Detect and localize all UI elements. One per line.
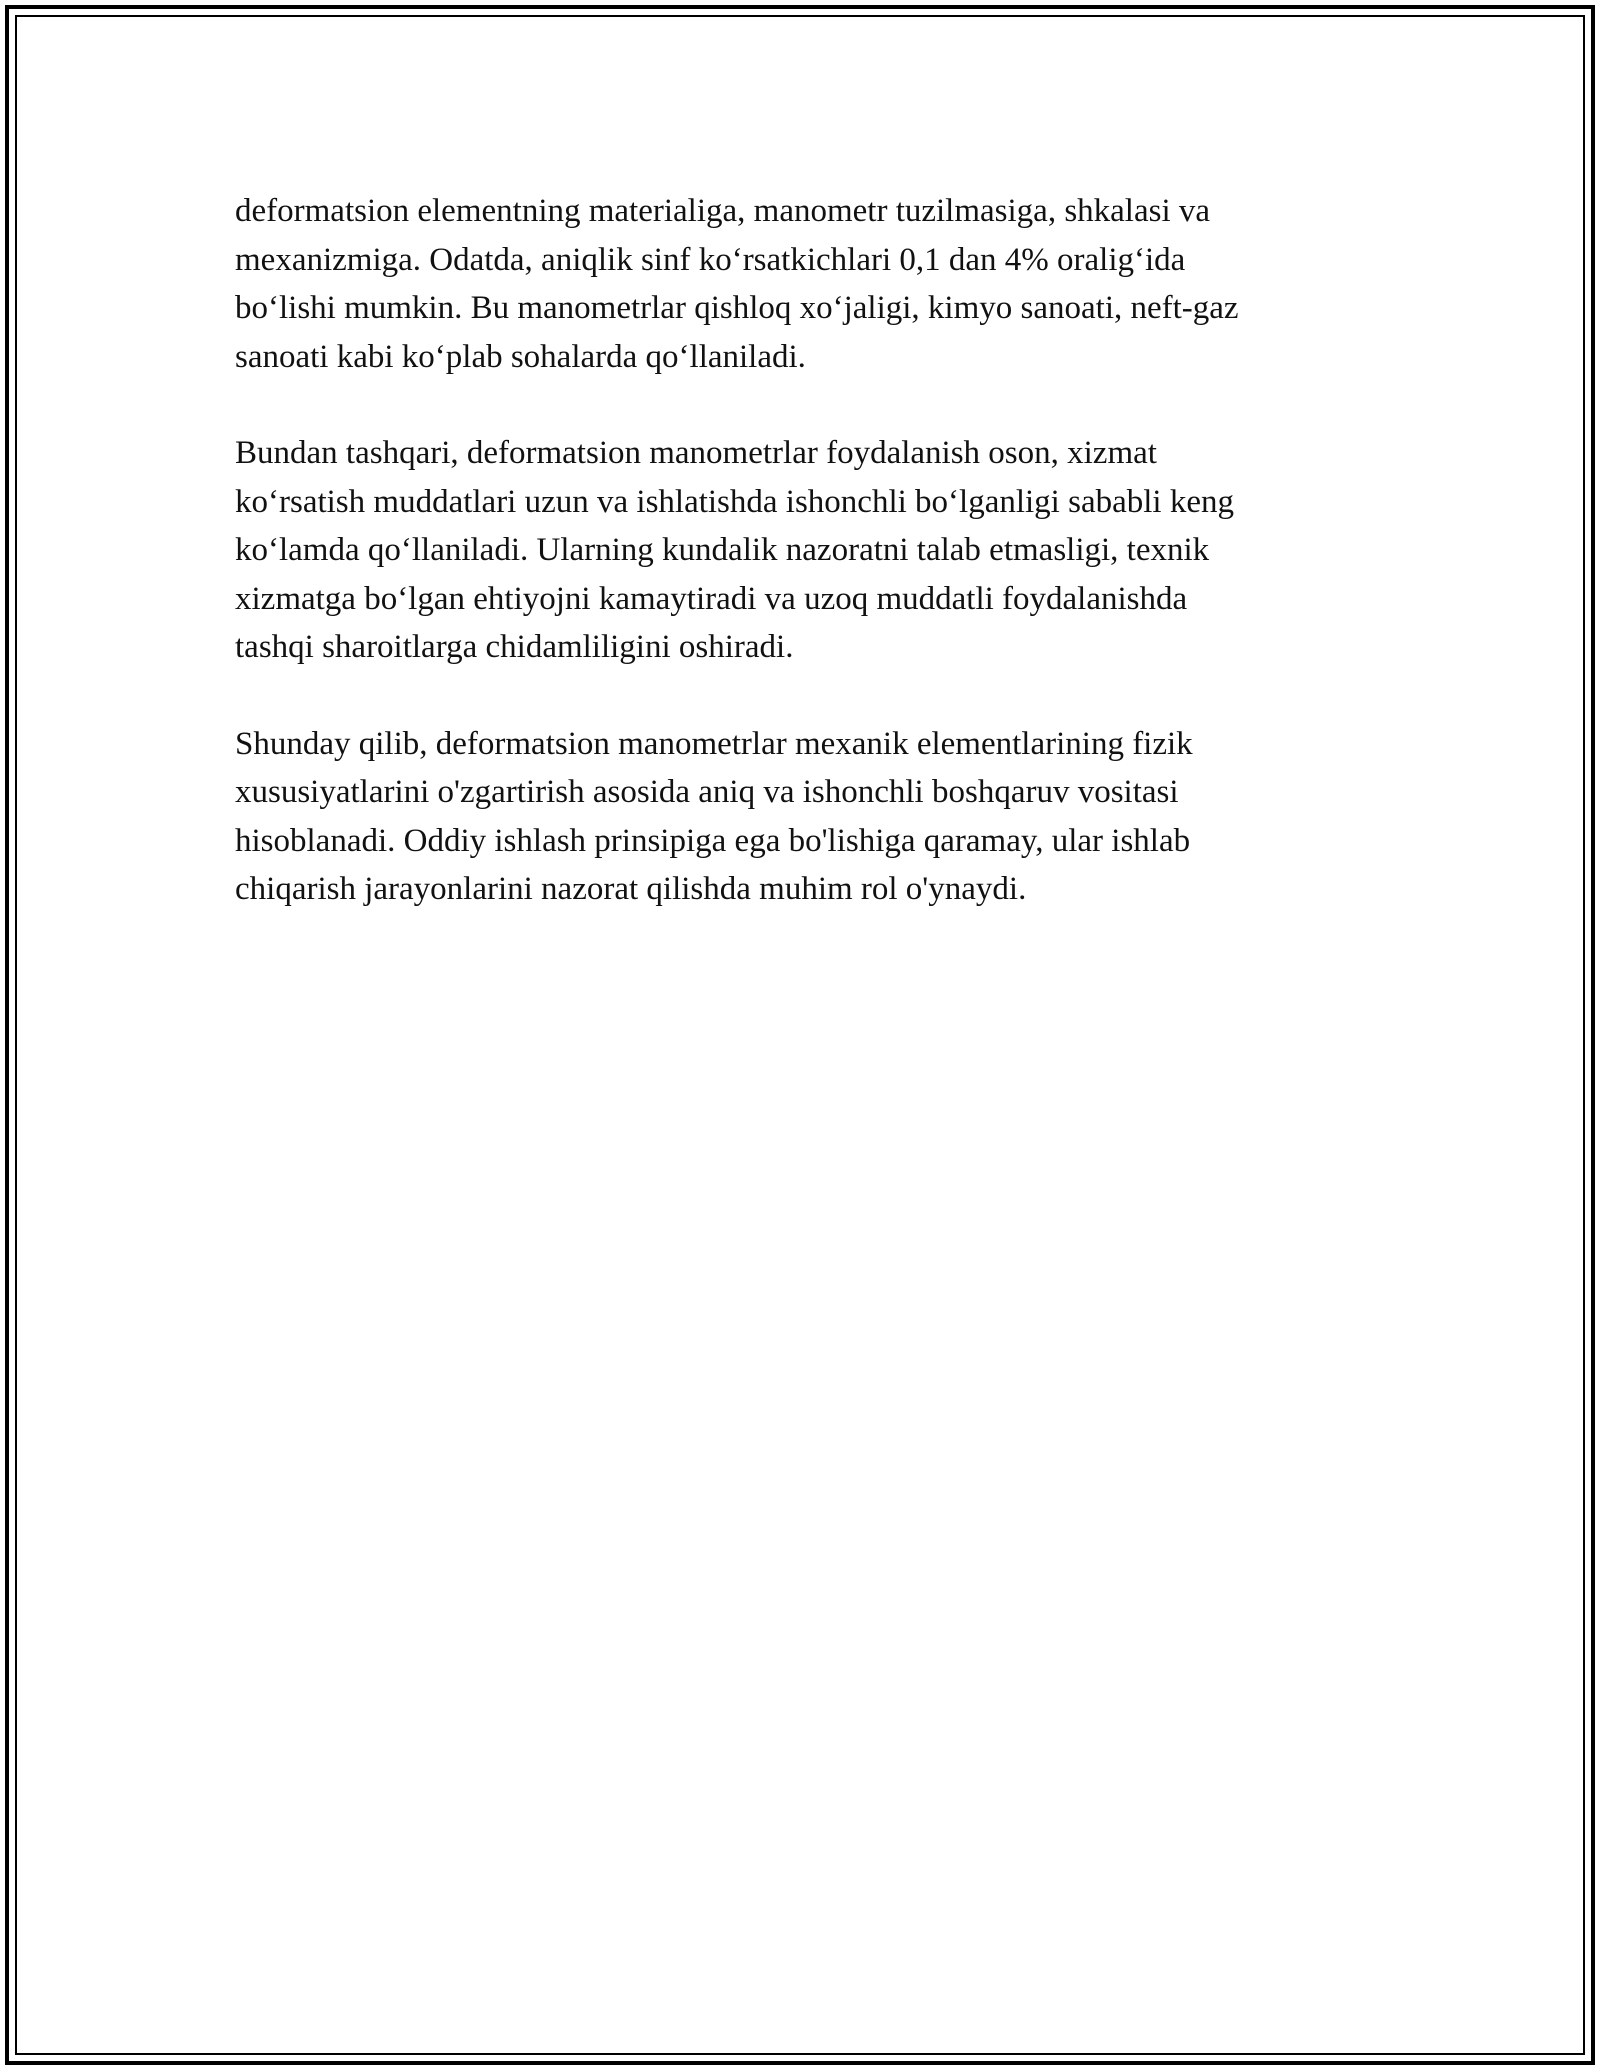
document-body: [235, 187, 1365, 914]
paragraph-line: bo‘lishi mumkin. Bu manometrlar qishloq xo‘jaligi, kimyo sanoati, neft-gaz: [235, 290, 1239, 326]
paragraph-line: Bundan tashqari, deformatsion manometrlar foydalanish oson, xizmat: [235, 435, 1157, 471]
paragraph-line: mexanizmiga. Odatda, aniqlik sinf ko‘rsatkichlari 0,1 dan 4% oralig‘ida: [235, 241, 1186, 278]
paragraph-line: xususiyatlarini o'zgartirish asosida aniq va ishonchli boshqaruv vositasi: [235, 774, 1179, 810]
paragraph-3: [235, 720, 1365, 914]
paragraph-line: chiqarish jarayonlarini nazorat qilishda muhim rol o'ynaydi.: [235, 871, 1027, 907]
paragraph-2: [235, 429, 1365, 672]
paragraph-1: [235, 187, 1365, 381]
paragraph-line: xizmatga bo‘lgan ehtiyojni kamaytiradi va uzoq muddatli foydalanishda: [235, 580, 1188, 617]
paragraph-line: ko‘rsatish muddatlari uzun va ishlatishda ishonchli bo‘lganligi sababli keng: [235, 483, 1234, 520]
paragraph-line: hisoblanadi. Oddiy ishlash prinsipiga ega bo'lishiga qaramay, ular ishlab: [235, 822, 1191, 859]
paragraph-line: tashqi sharoitlarga chidamliligini oshiradi.: [235, 629, 794, 665]
paragraph-line: deformatsion elementning materialiga, manometr tuzilmasiga, shkalasi va: [235, 193, 1211, 229]
paragraph-line: Shunday qilib, deformatsion manometrlar mexanik elementlarining fizik: [235, 725, 1193, 762]
paragraph-line: sanoati kabi ko‘plab sohalarda qo‘llaniladi.: [235, 338, 806, 375]
paragraph-line: ko‘lamda qo‘llaniladi. Ularning kundalik nazoratni talab etmasligi, texnik: [235, 532, 1210, 568]
